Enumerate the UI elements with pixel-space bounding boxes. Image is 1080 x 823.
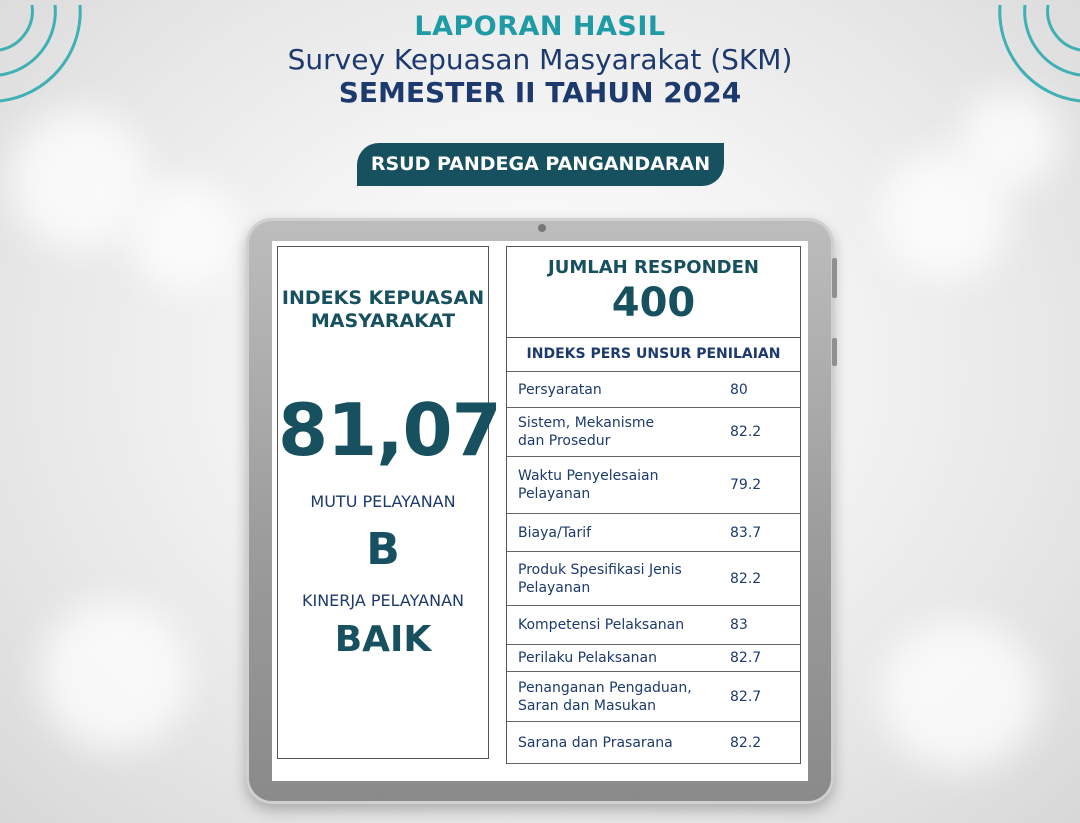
unsur-value: 82.7	[730, 645, 800, 672]
ikm-panel	[277, 246, 501, 759]
side-button	[832, 258, 837, 298]
unsur-name: Sistem, Mekanisme dan Prosedur	[507, 408, 730, 457]
unsur-table	[507, 371, 800, 764]
institution-banner: RSUD PANDEGA PANGANDARAN	[357, 143, 724, 186]
unsur-value: 83	[730, 606, 800, 645]
tablet-frame	[246, 218, 834, 804]
ikm-title-line1: INDEKS KEPUASAN	[281, 287, 485, 309]
background-bokeh	[880, 620, 1040, 770]
unsur-value: 80	[730, 372, 800, 408]
report-subtitle: Survey Kepuasan Masyarakat (SKM)	[287, 43, 793, 76]
unsur-name: Penanganan Pengaduan, Saran dan Masukan	[507, 672, 730, 722]
ikm-title	[278, 287, 488, 333]
unsur-value: 82.2	[730, 408, 800, 457]
tablet-screen	[272, 241, 808, 781]
unsur-name: Biaya/Tarif	[507, 514, 730, 552]
report-title: LAPORAN HASIL	[414, 11, 666, 42]
unsur-name: Kompetensi Pelaksanan	[507, 606, 730, 645]
table-row	[507, 408, 800, 457]
report-period: SEMESTER II TAHUN 2024	[338, 76, 742, 109]
kinerja-label: KINERJA PELAYANAN	[302, 591, 464, 610]
respondent-label: JUMLAH RESPONDEN	[548, 257, 759, 278]
background-bokeh	[130, 180, 240, 290]
unsur-value: 83.7	[730, 514, 800, 552]
table-row	[507, 457, 800, 514]
respondent-count: 400	[611, 280, 696, 326]
table-row	[507, 514, 800, 552]
table-row	[507, 645, 800, 672]
table-row	[507, 372, 800, 408]
unsur-name: Waktu Penyelesaian Pelayanan	[507, 457, 730, 514]
unsur-title: INDEKS PERS UNSUR PENILAIAN	[526, 346, 781, 362]
report-header	[0, 10, 1080, 110]
ikm-value: 81,07	[278, 388, 501, 472]
background-bokeh	[10, 110, 150, 250]
kinerja-value: BAIK	[334, 619, 432, 660]
unsur-value: 82.7	[730, 672, 800, 722]
unsur-name: Perilaku Pelaksanan	[507, 645, 730, 672]
unsur-panel	[506, 337, 801, 764]
unsur-name: Produk Spesifikasi Jenis Pelayanan	[507, 552, 730, 606]
unsur-name: Sarana dan Prasarana	[507, 722, 730, 764]
unsur-value: 79.2	[730, 457, 800, 514]
background-bokeh	[40, 600, 190, 750]
unsur-value: 82.2	[730, 552, 800, 606]
camera-dot	[538, 224, 546, 232]
table-row	[507, 552, 800, 606]
ikm-title-line2: MASYARAKAT	[310, 310, 456, 332]
mutu-label: MUTU PELAYANAN	[310, 492, 456, 511]
table-row	[507, 606, 800, 645]
unsur-value: 82.2	[730, 722, 800, 764]
mutu-value: B	[366, 524, 400, 575]
unsur-name: Persyaratan	[507, 372, 730, 408]
table-row	[507, 722, 800, 764]
respondent-box	[506, 246, 801, 338]
side-button	[832, 338, 837, 366]
table-row	[507, 672, 800, 722]
